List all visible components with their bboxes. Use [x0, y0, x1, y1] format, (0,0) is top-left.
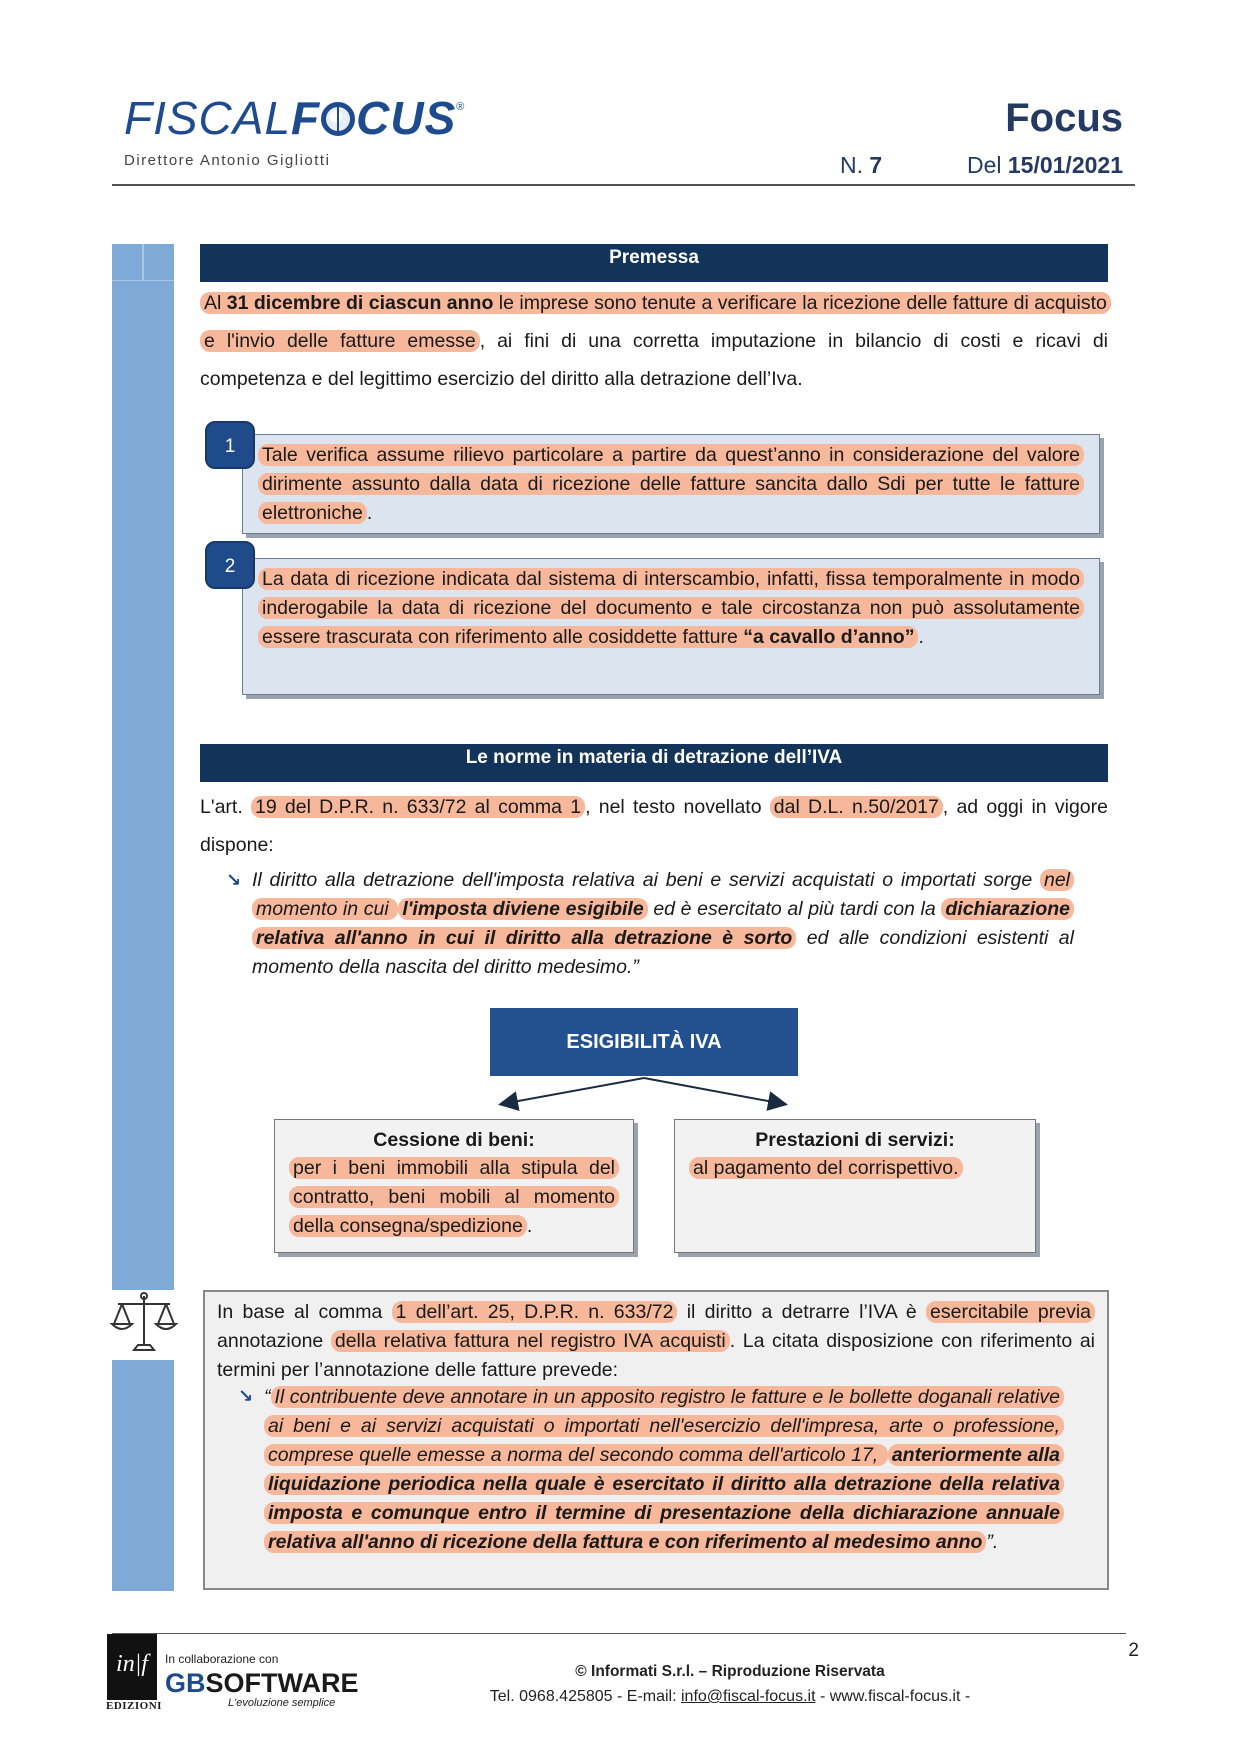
director-subtitle: Direttore Antonio Gigliotti	[124, 152, 331, 169]
gb-software-tagline: L'evoluzione semplice	[228, 1697, 336, 1709]
gb-software-logo: GBSOFTWARE	[165, 1668, 359, 1698]
edizioni-label: EDIZIONI	[106, 1700, 162, 1712]
cessione-beni-title: Cessione di beni:	[373, 1129, 535, 1151]
arrow-bullet-icon: ↘	[226, 870, 242, 890]
header-divider	[112, 184, 1135, 186]
numbered-box-1: Tale verifica assume rilievo particolare a partire da quest’anno in considerazione del valore dirimente assunto dalla data di ricezione delle fatture sancita dallo Sdi per tutte le fatture elettroniche .	[242, 434, 1100, 534]
page-number: 2	[1128, 1640, 1139, 1661]
contact-line: Tel. 0968.425805 - E-mail: info@fiscal-focus.it - www.fiscal-focus.it -	[489, 1688, 971, 1705]
comma-25-paragraph: In base al comma 1 dell’art. 25, D.P.R. n. 633/72 il diritto a detrarre l’IVA è esercitabile previa annotazione della relativa fattura nel registro IVA acquisti . La citata disposizione con riferimento ai termini per l’annotazione delle fatture prevede:	[217, 1301, 1095, 1381]
globe-icon	[321, 102, 355, 136]
numbered-box-2: La data di ricezione indicata dal sistema di interscambio, infatti, fissa temporalmente in modo inderogabile la data di ricezione del documento e tale circostanza non può assolutamente essere trascurata con riferimento alle cosiddette fatture “a cavallo d’anno” .	[242, 558, 1100, 695]
norme-quote: Il diritto alla detrazione dell'imposta relativa ai beni e servizi acquistati o importati sorge nel momento in cui l'imposta diviene esigibile ed è esercitato al più tardi con la dichiarazione relativa all'anno in cui il diritto alla detrazione è sorto ed alle condizioni esistenti al momento della nascita del diritto medesimo.”	[252, 869, 1074, 978]
inf-edizioni-logo: in|f	[107, 1634, 157, 1700]
footer-divider	[112, 1633, 1126, 1634]
esigibilita-iva-box: ESIGIBILITÀ IVA	[490, 1008, 798, 1076]
scales-of-justice-icon	[108, 1290, 180, 1358]
fiscalfocus-logo: FISCALF CUS®	[124, 92, 466, 144]
cessione-beni-box: Cessione di beni: per i beni immobili alla stipula del contratto, beni mobili al momento della consegna/spedizione .	[274, 1119, 634, 1253]
section-title-premessa: Premessa	[200, 244, 1108, 282]
diagram-connector	[490, 1076, 810, 1116]
issue-number: N. 7	[840, 152, 883, 178]
norme-paragraph: L'art. 19 del D.P.R. n. 633/72 al comma 1 , nel testo novellato dal D.L. n.50/2017 , ad oggi in vigore dispone:	[200, 796, 1108, 856]
issue-date: Del 15/01/2021	[966, 152, 1123, 178]
left-sidebar-stripe	[112, 244, 174, 1591]
premessa-paragraph: Al 31 dicembre di ciascun anno le imprese sono tenute a verificare la ricezione delle fatture di acquisto e l'invio delle fatture emesse , ai fini di una corretta imputazione in bilancio di costi e ricavi di competenza e del legittimo esercizio del diritto alla detrazione dell’Iva.	[200, 284, 1108, 398]
section-title-norme: Le norme in materia di detrazione dell’IVA	[200, 744, 1108, 782]
number-badge-2: 2	[205, 541, 255, 589]
arrow-bullet-icon: ↘	[238, 1386, 254, 1406]
number-badge-1: 1	[205, 421, 255, 469]
prestazioni-servizi-title: Prestazioni di servizi:	[755, 1129, 955, 1151]
prestazioni-servizi-box: Prestazioni di servizi: al pagamento del corrispettivo.	[674, 1119, 1036, 1253]
comma-25-quote: “ Il contribuente deve annotare in un apposito registro le fatture e le bollette doganali relative ai beni e ai servizi acquistati o importati nell'esercizio dell'impresa, arte o professione, comprese quelle emesse a norma del secondo comma dell'articolo 17, anteriormente alla liquidazione periodica nella quale è esercitato il diritto alla detrazione della relativa imposta e comunque entro il termine di presentazione della dichiarazione annuale relativa all'anno di ricezione della fattura e con riferimento al medesimo anno ”.	[264, 1383, 1064, 1557]
collaboration-label: In collaborazione con	[165, 1652, 279, 1666]
document-type: Focus	[1005, 96, 1123, 140]
copyright-notice: © Informati S.r.l. – Riproduzione Riservata	[575, 1663, 885, 1680]
email-link[interactable]: info@fiscal-focus.it	[681, 1688, 816, 1705]
